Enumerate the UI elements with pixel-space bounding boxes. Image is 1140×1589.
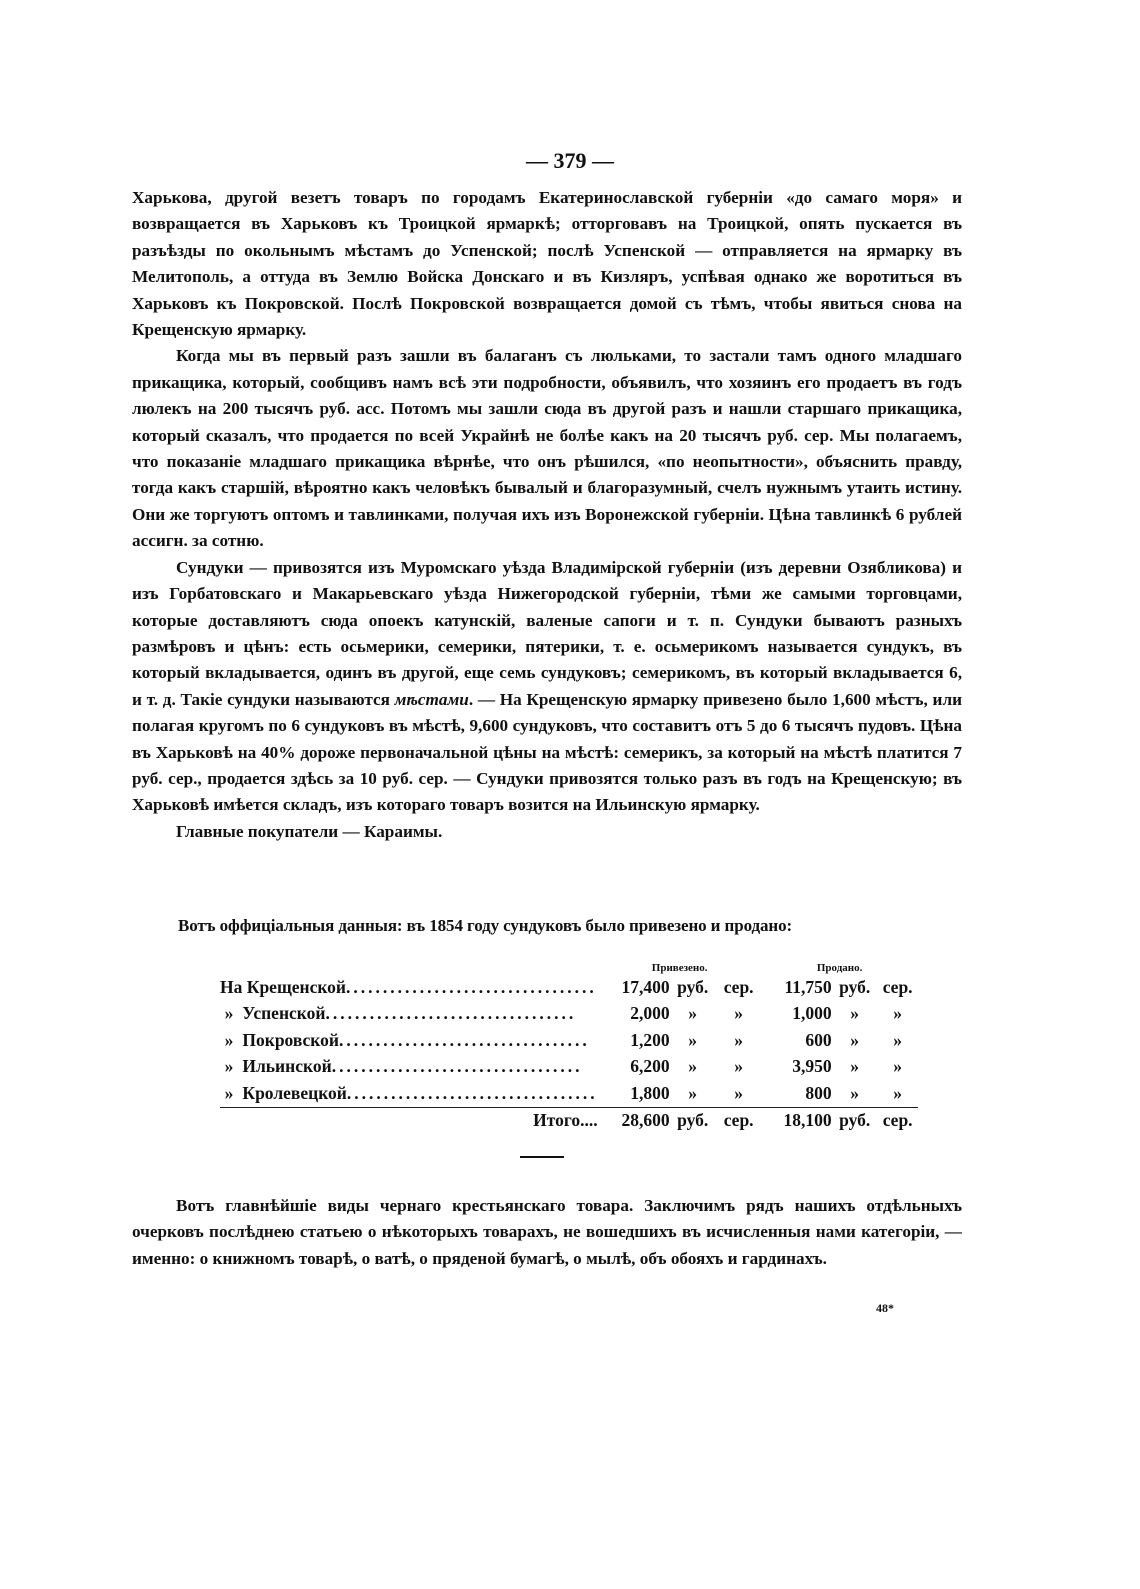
header-imported: Привезено.	[651, 962, 708, 974]
cell-unit: »	[688, 1056, 698, 1077]
cell-imported: 1,200	[630, 1029, 670, 1050]
cell-sold: 800	[805, 1082, 832, 1103]
chests-emphasis: мѣстами	[394, 689, 469, 709]
cell-unit: »	[893, 1029, 903, 1050]
table-row: На Крещенской.................................. 17,400 руб. сер. 11,750 руб. сер.	[220, 974, 918, 1001]
cell-sold: 1,000	[792, 1003, 832, 1024]
cell-unit: »	[893, 1082, 903, 1103]
row-place: Кролевецкой	[242, 1082, 347, 1103]
row-place: Успенской	[242, 1003, 326, 1024]
cell-imported: 17,400	[621, 976, 670, 997]
cell-unit: »	[850, 1029, 860, 1050]
chests-text-part2: . — На Крещенскую ярмарку привезено было 1,600 мѣстъ, или полагая кругомъ по 6 сундуковъ въ мѣстѣ, 9,600 сундуковъ, что составитъ отъ 5 до 6 тысячъ пудовъ. Цѣна въ Харьковѣ на 40% дороже первоначальной цѣны на мѣстѣ: семерикъ, за который на мѣстѣ платится 7 руб. сер., продается здѣсь за 10 руб. сер. — Сундуки привозятся только разъ въ годъ на Крещенскую; въ Харьковѣ имѣется складъ, изъ котораго товаръ возится на Ильинскую ярмарку.	[132, 689, 962, 815]
paragraph-chests	[132, 555, 962, 819]
cell-sold: 3,950	[792, 1056, 832, 1077]
cell-sold: 11,750	[784, 976, 832, 997]
fair-data-table	[220, 952, 918, 1134]
cell-unit: »	[893, 1003, 903, 1024]
cell-unit: »	[688, 1029, 698, 1050]
cell-unit: »	[850, 1003, 860, 1024]
chests-text-part1: Сундуки — привозятся изъ Муромскаго уѣзда Владимірской губерніи (изъ деревни Озябликова) и изъ Горбатовскаго и Макарьевскаго уѣзда Нижегородской губерніи, тѣми же самыми торговцами, которые доставляютъ сюда опоекъ катунскій, валеные сапоги и т. п. Сундуки бываютъ разныхъ размѣровъ и цѣнъ: есть осьмерики, семерики, пятерики, т. е. осьмерикомъ называется сундукъ, въ который вкладывается, одинъ въ другой, еще семь сундуковъ; семерикомъ, въ который вкладывается 6, и т. д. Такіе сундуки называются	[132, 557, 962, 709]
cell-unit: »	[734, 1082, 744, 1103]
paragraph-cradles: Когда мы въ первый разъ зашли въ балаганъ съ люльками, то застали тамъ одного младшаго прикащика, который, сообщивъ намъ всѣ эти подробности, объявилъ, что хозяинъ его продаетъ въ годъ люлекъ на 200 тысячъ руб. асс. Потомъ мы зашли сюда въ другой разъ и нашли старшаго прикащика, который сказалъ, что продается по всей Украйнѣ не болѣе какъ на 20 тысячъ руб. сер. Мы полагаемъ, что показаніе младшаго прикащика вѣрнѣе, что онъ рѣшился, «по неопытности», объяснить правду, тогда какъ старшій, вѣроятно какъ человѣкъ бывалый и благоразумный, счелъ нужнымъ утаить истину. Они же торгуютъ оптомъ и тавлинками, получая ихъ изъ Воронежской губерніи. Цѣна тавлинкѣ 6 рублей ассигн. за сотню.	[132, 346, 962, 551]
cell-unit: сер.	[716, 1107, 762, 1134]
cell-unit: »	[688, 1003, 698, 1024]
cell-unit: сер.	[723, 976, 754, 997]
cell-unit: сер.	[878, 1107, 918, 1134]
row-prefix: »	[224, 1003, 234, 1024]
total-imported: 28,600	[598, 1107, 670, 1134]
cell-unit: »	[850, 1082, 860, 1103]
cell-unit: »	[734, 1029, 744, 1050]
page-number: — 379 —	[526, 148, 614, 173]
cell-unit: сер.	[882, 976, 913, 997]
section-divider	[520, 1156, 564, 1158]
table-caption: Вотъ оффиціальныя данныя: въ 1854 году сундуковъ было привезено и продано:	[178, 916, 793, 935]
cell-unit: »	[893, 1056, 903, 1077]
table-row: » Кролевецкой.................................. 1,800 » » 800 » »	[220, 1080, 918, 1107]
cell-unit: »	[850, 1056, 860, 1077]
cell-sold: 600	[805, 1029, 832, 1050]
paragraph-continuation: Харькова, другой везетъ товаръ по городамъ Екатеринославской губерніи «до самаго моря» и возвращается въ Харьковъ къ Троицкой ярмаркѣ; отторговавъ на Троицкой, опять пускается въ разъѣзды по окольнымъ мѣстамъ до Успенской; послѣ Успенской — отправляется на ярмарку въ Мелитополь, а оттуда въ Землю Войска Донскаго и въ Кизляръ, успѣвая однако же воротиться въ Харьковъ къ Покровской. Послѣ Покровской возвращается домой съ тѣмъ, чтобы явиться снова на Крещенскую ярмарку.	[132, 188, 962, 340]
cell-unit: »	[688, 1082, 698, 1103]
row-prefix: »	[224, 1082, 234, 1103]
row-prefix: »	[224, 1029, 234, 1050]
paragraph-buyers: Главные покупатели — Караимы.	[176, 821, 443, 841]
cell-imported: 6,200	[630, 1056, 670, 1077]
cell-unit: »	[734, 1056, 744, 1077]
table-row: » Ильинской.................................. 6,200 » » 3,950 » »	[220, 1054, 918, 1081]
cell-imported: 1,800	[630, 1082, 670, 1103]
cell-imported: 2,000	[630, 1003, 670, 1024]
total-sold: 18,100	[762, 1107, 832, 1134]
table-row: » Успенской.................................. 2,000 » » 1,000 » »	[220, 1001, 918, 1028]
closing-text	[132, 1193, 962, 1272]
row-prefix: »	[224, 1056, 234, 1077]
paragraph-closing: Вотъ главнѣйшіе виды чернаго крестьянскаго товара. Заключимъ рядъ нашихъ отдѣльныхъ очерковъ послѣднею статьею о нѣкоторыхъ товарахъ, не вошедшихъ въ исчисленныя нами категоріи, — именно: о книжномъ товарѣ, о ватѣ, о пряденой бумагѣ, о мылѣ, объ обояхъ и гардинахъ.	[132, 1196, 962, 1268]
cell-unit: руб.	[839, 976, 871, 997]
row-place: Покровской	[242, 1029, 339, 1050]
printer-signature: 48*	[876, 1301, 894, 1315]
row-place: Ильинской	[242, 1056, 332, 1077]
cell-unit: руб.	[832, 1107, 878, 1134]
cell-unit: руб.	[677, 976, 709, 997]
cell-unit: »	[734, 1003, 744, 1024]
body-text	[132, 185, 962, 845]
total-label: Итого....	[220, 1107, 598, 1134]
table-total-row	[220, 1107, 918, 1134]
cell-unit: руб.	[670, 1107, 716, 1134]
row-prefix: На	[220, 976, 243, 997]
row-place: Крещенской	[246, 976, 347, 997]
header-sold: Продано.	[816, 962, 863, 974]
table-row: » Покровской.................................. 1,200 » » 600 » »	[220, 1027, 918, 1054]
table-header-row	[220, 952, 918, 974]
